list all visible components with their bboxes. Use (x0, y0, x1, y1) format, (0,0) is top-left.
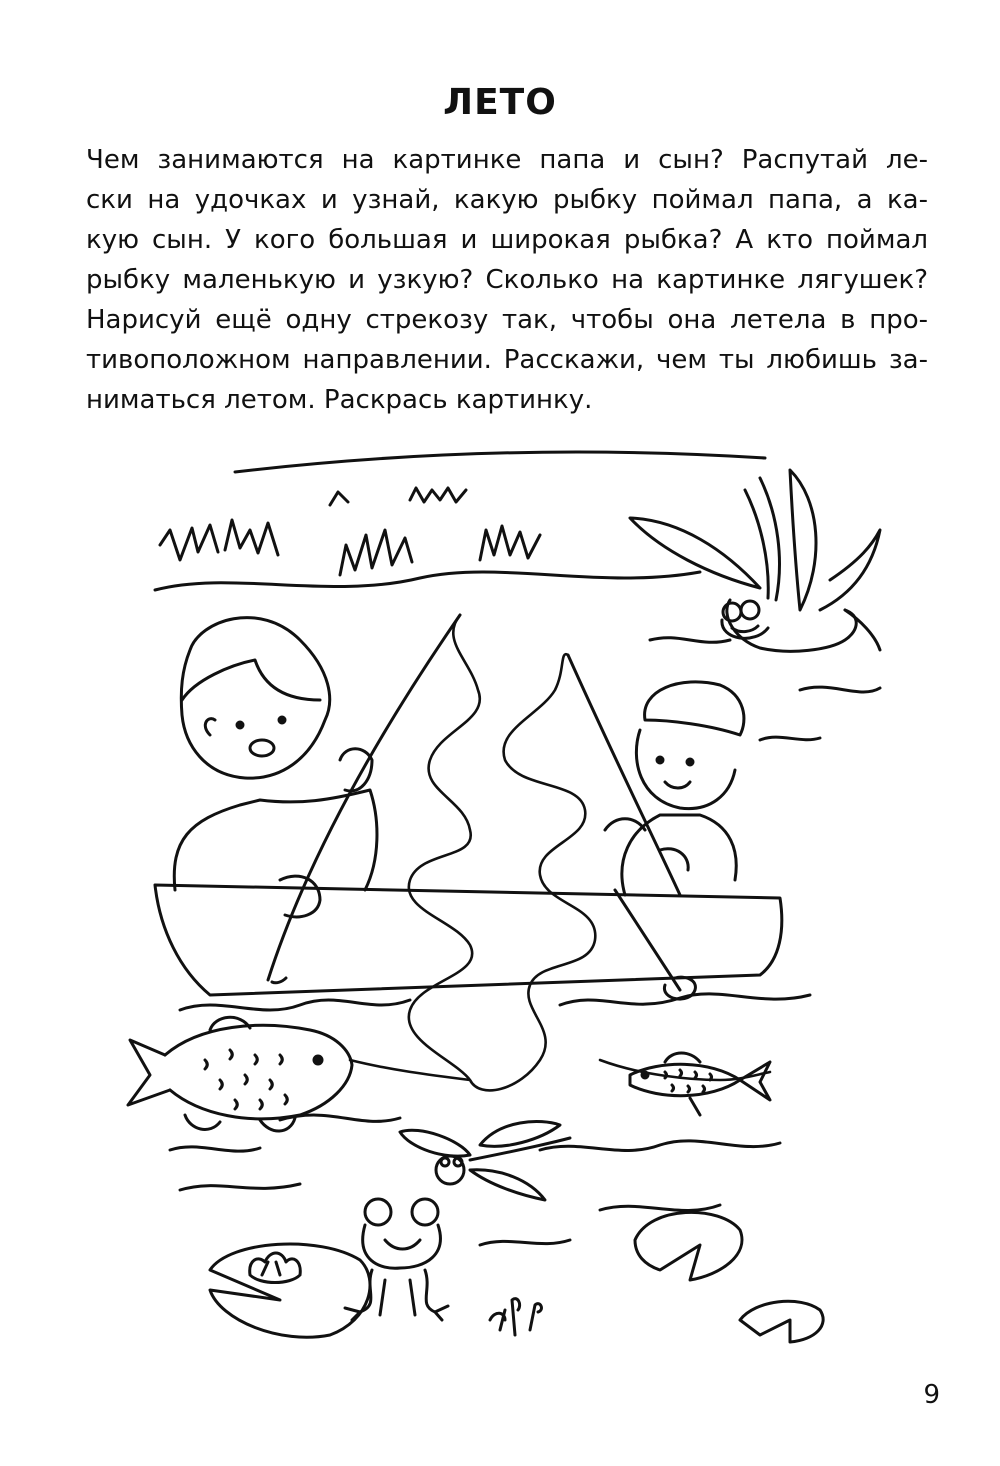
task-text (86, 140, 928, 420)
task-line: ниматься летом. Раскрась картинку. (86, 385, 593, 415)
task-line: кую сын. У кого большая и широкая рыбка? А кто поймал (86, 225, 928, 255)
frog-on-shore (722, 601, 768, 638)
task-line: Чем занимаются на картинке папа и сын? Распутай ле- (86, 145, 928, 175)
paddle (615, 890, 695, 999)
task-line: рыбку маленькую и узкую? Сколько на картинке лягушек? (86, 265, 928, 295)
sprout (490, 1299, 541, 1335)
task-line: Нарисуй ещё одну стрекозу так, чтобы она летела в про- (86, 305, 928, 335)
horizon-line (235, 452, 765, 472)
water-lily (250, 1253, 301, 1283)
father-fishing-rod (268, 615, 460, 983)
grass (160, 488, 540, 575)
father (174, 618, 377, 917)
son (605, 682, 744, 895)
page-number: 9 (923, 1380, 940, 1410)
reeds (630, 470, 880, 651)
page-title: ЛЕТО (443, 82, 557, 123)
dragonfly (400, 1122, 570, 1200)
lily-pads (210, 1212, 823, 1342)
shore-line (155, 572, 700, 590)
water-waves (170, 638, 880, 1245)
small-narrow-fish (630, 1053, 770, 1115)
task-line: ски на удочках и узнай, какую рыбку поймал папа, а ка- (86, 185, 928, 215)
task-line: тивоположном направлении. Расскажи, чем ты любишь за- (86, 345, 928, 375)
coloring-illustration (100, 450, 890, 1370)
